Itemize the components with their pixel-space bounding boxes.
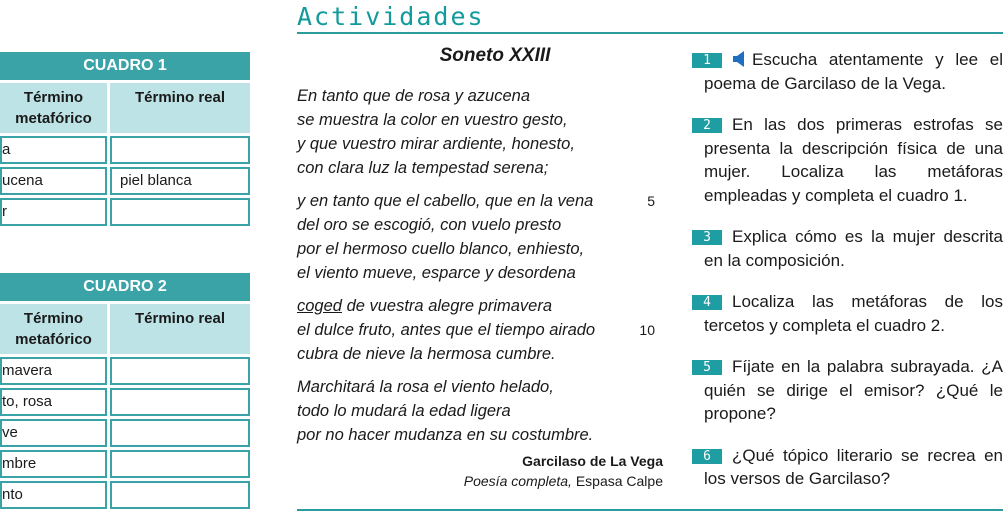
poem-line: y en tanto que el cabello, que en la vena 5 — [297, 189, 663, 213]
cell-metaphor: mbre — [0, 450, 107, 478]
activity-text: Escucha atentamente y lee el poema de Garcilaso de la Vega. — [704, 50, 1003, 93]
activity-text: ¿Qué tópico literario se recrea en los versos de Garcilaso? — [704, 445, 1003, 488]
cell-real[interactable] — [110, 357, 250, 385]
cell-real[interactable] — [110, 388, 250, 416]
poem-line: cubra de nieve la hermosa cumbre. — [297, 345, 556, 363]
activity-text — [692, 355, 1003, 426]
table-row — [0, 419, 250, 447]
table-row — [0, 136, 250, 164]
activity-item — [692, 355, 1003, 426]
stanza — [297, 84, 663, 180]
poem-line: el viento mueve, esparce y desordena — [297, 264, 576, 282]
activity-text — [692, 444, 1003, 491]
table-row — [0, 167, 250, 195]
cell-metaphor: ve — [0, 419, 107, 447]
activity-number-badge: 1 — [692, 53, 722, 68]
table-row — [0, 450, 250, 478]
activity-text — [692, 48, 1003, 95]
activity-number-badge: 3 — [692, 230, 722, 245]
poem-author: Garcilaso de La Vega — [522, 453, 663, 469]
activity-item — [692, 444, 1003, 491]
cell-real[interactable] — [110, 419, 250, 447]
poem — [297, 45, 663, 489]
stanza — [297, 375, 663, 447]
table-row — [0, 481, 250, 509]
poem-line: En tanto que de rosa y azucena — [297, 87, 530, 105]
stanza — [297, 189, 663, 285]
cell-metaphor: to, rosa — [0, 388, 107, 416]
line-number: 5 — [647, 193, 655, 209]
cuadro-2-table — [0, 273, 250, 509]
activity-number-badge: 4 — [692, 295, 722, 310]
poem-line: todo lo mudará la edad ligera — [297, 402, 511, 420]
activities-list — [692, 48, 1003, 509]
cell-real[interactable]: piel blanca — [110, 167, 250, 195]
table-title: CUADRO 2 — [0, 273, 250, 301]
poem-line: por el hermoso cuello blanco, enhiesto, — [297, 240, 585, 258]
activity-text: Fíjate en la palabra subrayada. ¿A quién se dirige el emisor? ¿Qué le propone? — [704, 357, 1003, 423]
poem-line: se muestra la color en vuestro gesto, — [297, 111, 568, 129]
line-text: de vuestra alegre primavera — [346, 297, 552, 315]
cell-real[interactable] — [110, 198, 250, 226]
poem-line: el dulce fruto, antes que el tiempo airado 10 — [297, 318, 663, 342]
activity-item — [692, 48, 1003, 95]
line-number: 10 — [639, 322, 655, 338]
cell-real[interactable] — [110, 481, 250, 509]
poem-line: del oro se escogió, con vuelo presto — [297, 216, 562, 234]
cell-metaphor: a — [0, 136, 107, 164]
activity-number-badge: 2 — [692, 118, 722, 133]
activity-number-badge: 5 — [692, 360, 722, 375]
activity-item — [692, 290, 1003, 337]
section-title: Actividades — [297, 2, 485, 31]
activity-text — [692, 225, 1003, 272]
table-row — [0, 198, 250, 226]
activity-text — [692, 290, 1003, 337]
poem-line: y que vuestro mirar ardiente, honesto, — [297, 135, 575, 153]
stanza — [297, 294, 663, 366]
poem-line — [297, 294, 663, 318]
cell-metaphor: nto — [0, 481, 107, 509]
underlined-word: coged — [297, 297, 342, 315]
poem-line: con clara luz la tempestad serena; — [297, 159, 549, 177]
poem-title: Soneto XXIII — [439, 45, 551, 66]
activity-text: En las dos primeras estrofas se presenta la descripción física de una mujer. Localiza las metáforas empleadas y completa el cuadro 1. — [704, 115, 1003, 205]
activity-item — [692, 225, 1003, 272]
column-header: Término real — [110, 83, 250, 133]
cell-metaphor: r — [0, 198, 107, 226]
cell-metaphor: ucena — [0, 167, 107, 195]
activity-number-badge: 6 — [692, 449, 722, 464]
table-row — [0, 357, 250, 385]
poem-line: Marchitará la rosa el viento helado, — [297, 378, 554, 396]
speaker-icon[interactable] — [732, 50, 746, 68]
table-row — [0, 388, 250, 416]
activity-text: Localiza las metáforas de los tercetos y completa el cuadro 2. — [704, 292, 1003, 335]
divider — [297, 32, 1003, 34]
cell-real[interactable] — [110, 136, 250, 164]
cell-metaphor: mavera — [0, 357, 107, 385]
column-header: Término metafórico — [0, 83, 107, 133]
poem-source: Poesía completa, Espasa Calpe — [463, 473, 663, 489]
table-title: CUADRO 1 — [0, 52, 250, 80]
activity-item — [692, 113, 1003, 207]
column-header: Término real — [110, 304, 250, 354]
poem-line: por no hacer mudanza en su costumbre. — [297, 426, 594, 444]
activity-text — [692, 113, 1003, 207]
column-header: Término metafórico — [0, 304, 107, 354]
cell-real[interactable] — [110, 450, 250, 478]
divider — [297, 509, 1003, 511]
activity-text: Explica cómo es la mujer descrita en la composición. — [704, 227, 1003, 270]
cuadro-1-table — [0, 52, 250, 226]
